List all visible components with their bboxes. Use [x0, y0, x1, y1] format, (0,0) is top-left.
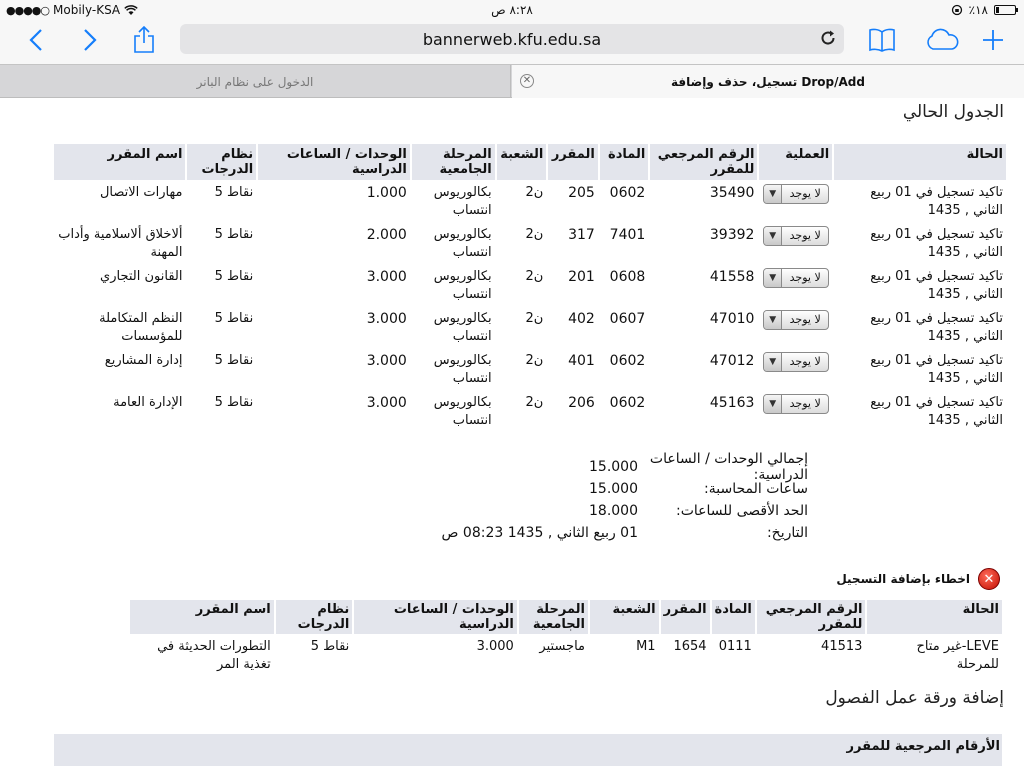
column-header: الرقم المرجعي للمقرر	[757, 600, 866, 634]
course-section-cell	[497, 182, 547, 222]
course-section-cell	[497, 266, 547, 306]
battery-level	[996, 7, 999, 13]
action-select-cell	[759, 266, 832, 306]
course-grading: نقاط 5	[214, 395, 254, 410]
column-header: اسم المقرر	[130, 600, 274, 634]
chevron-down-icon: ▼	[764, 269, 782, 287]
tab-banner-login[interactable]: الدخول على نظام البانر	[0, 65, 511, 98]
browser-toolbar	[0, 20, 1024, 64]
course-section-cell	[497, 308, 547, 348]
course-number-cell	[548, 350, 598, 390]
max-hours-value: 18.000	[589, 503, 638, 519]
course-number-cell	[548, 392, 598, 432]
course-title-cell	[54, 266, 185, 306]
chevron-right-icon	[83, 28, 97, 52]
column-header: الحالة	[834, 144, 1006, 180]
course-status-cell	[834, 224, 1006, 264]
course-level-cell	[412, 224, 495, 264]
course-grading-cell	[187, 182, 256, 222]
chevron-down-icon: ▼	[764, 353, 782, 371]
action-select-value: لا يوجد	[789, 229, 821, 242]
max-hours-label: الحد الأقصى للساعات:	[676, 503, 808, 519]
course-subject-cell	[600, 308, 649, 348]
reload-icon[interactable]	[818, 28, 838, 48]
course-status: تاكيد تسجيل في 01 ربيع الثاني , 1435	[870, 311, 1003, 344]
table-row	[54, 350, 1006, 390]
column-header: المادة	[712, 600, 755, 634]
course-section: ن2	[525, 269, 544, 284]
course-grading: نقاط 5	[214, 185, 254, 200]
course-subject-cell	[600, 350, 649, 390]
course-subject-cell	[600, 266, 649, 306]
course-subject: 7401	[609, 227, 646, 243]
course-section-cell	[497, 350, 547, 390]
course-status: تاكيد تسجيل في 01 ربيع الثاني , 1435	[870, 395, 1003, 428]
course-units-cell	[258, 392, 410, 432]
course-subject: 0602	[609, 353, 646, 369]
chevron-down-icon: ▼	[764, 395, 782, 413]
course-number: 402	[568, 311, 595, 327]
course-level-cell	[412, 308, 495, 348]
tab-drop-add[interactable]	[512, 65, 1024, 98]
error-grading: نقاط 5	[310, 639, 350, 654]
course-units: 3.000	[366, 311, 407, 327]
column-header: المادة	[600, 144, 649, 180]
action-select[interactable]	[763, 268, 829, 288]
date-value: 01 ربيع الثاني , 1435 08:23 ص	[441, 525, 638, 541]
course-title: النظم المتكاملة للمؤسسات	[99, 311, 183, 344]
course-grading: نقاط 5	[214, 353, 254, 368]
course-section-cell	[497, 392, 547, 432]
tab-strip	[0, 64, 1024, 98]
page-content	[0, 98, 1024, 768]
table-row	[54, 224, 1006, 264]
error-section: M1	[636, 639, 656, 654]
action-select-cell	[759, 350, 832, 390]
action-select-value: لا يوجد	[789, 397, 821, 410]
course-level: بكالوريوس انتساب	[433, 353, 492, 386]
course-units: 2.000	[366, 227, 407, 243]
table-row	[54, 308, 1006, 348]
course-status-cell	[834, 392, 1006, 432]
course-crn: 47012	[709, 353, 755, 369]
course-title-cell	[54, 224, 185, 264]
new-tab-button[interactable]	[975, 20, 1011, 60]
current-schedule-body	[54, 182, 1006, 432]
column-header: اسم المقرر	[54, 144, 185, 180]
course-level-cell	[412, 350, 495, 390]
column-header: الرقم المرجعي للمقرر	[650, 144, 757, 180]
action-select[interactable]	[763, 226, 829, 246]
course-number-cell	[548, 182, 598, 222]
course-units: 3.000	[366, 269, 407, 285]
table-header-row	[54, 144, 1006, 180]
table-row	[54, 266, 1006, 306]
status-bar	[0, 0, 1024, 20]
course-number: 205	[568, 185, 595, 201]
course-grading: نقاط 5	[214, 227, 254, 242]
course-number: 401	[568, 353, 595, 369]
course-units-cell	[258, 308, 410, 348]
column-header: الشعبة	[497, 144, 547, 180]
course-status-cell	[834, 182, 1006, 222]
course-number-cell	[548, 224, 598, 264]
billing-hours-value: 15.000	[589, 481, 638, 497]
current-schedule-table	[52, 142, 1008, 434]
course-level: بكالوريوس انتساب	[433, 269, 492, 302]
course-crn: 41558	[709, 269, 755, 285]
column-header: المقرر	[661, 600, 710, 634]
course-section: ن2	[525, 353, 544, 368]
billing-hours-label: ساعات المحاسبة:	[704, 481, 808, 497]
course-number-cell	[548, 266, 598, 306]
book-icon	[868, 28, 896, 52]
column-header: المرحلة الجامعية	[412, 144, 495, 180]
bookmarks-button[interactable]	[864, 20, 900, 60]
course-title: إدارة المشاريع	[104, 353, 183, 368]
column-header: الشعبة	[590, 600, 659, 634]
column-header: الوحدات / الساعات الدراسية	[354, 600, 517, 634]
url-text: bannerweb.kfu.edu.sa	[422, 30, 602, 49]
table-row	[54, 182, 1006, 222]
course-crn: 39392	[709, 227, 755, 243]
course-title-cell	[54, 308, 185, 348]
error-course-title: التطورات الحديثة في تغذية المر	[157, 639, 271, 672]
table-row	[54, 392, 1006, 432]
course-grading-cell	[187, 350, 256, 390]
total-units-value: 15.000	[589, 459, 638, 475]
table-row	[130, 636, 1002, 676]
course-level-cell	[412, 182, 495, 222]
chevron-down-icon: ▼	[764, 311, 782, 329]
icloud-tabs-button[interactable]	[920, 20, 964, 60]
action-select-cell	[759, 392, 832, 432]
course-level: بكالوريوس انتساب	[433, 185, 492, 218]
registration-errors-table	[128, 598, 1004, 678]
course-crn: 35490	[709, 185, 755, 201]
plus-icon	[981, 28, 1005, 52]
course-status: تاكيد تسجيل في 01 ربيع الثاني , 1435	[870, 269, 1003, 302]
address-bar[interactable]	[180, 24, 844, 54]
course-grading: نقاط 5	[214, 269, 254, 284]
course-crn-cell	[650, 308, 757, 348]
column-header: نظام الدرجات	[276, 600, 353, 634]
course-subject-cell	[600, 392, 649, 432]
course-section: ن2	[525, 185, 544, 200]
course-title-cell	[54, 350, 185, 390]
course-title-cell	[54, 182, 185, 222]
chevron-down-icon: ▼	[764, 185, 782, 203]
course-subject: 0602	[609, 185, 646, 201]
action-select-value: لا يوجد	[789, 313, 821, 326]
course-level-cell	[412, 266, 495, 306]
course-grading-cell	[187, 266, 256, 306]
close-tab-icon[interactable]: ✕	[520, 74, 534, 88]
course-title: الإدارة العامة	[113, 395, 183, 410]
action-select-cell	[759, 224, 832, 264]
course-level-cell	[412, 392, 495, 432]
total-units-label: إجمالي الوحدات / الساعات الدراسية:	[649, 451, 808, 483]
course-units-cell	[258, 182, 410, 222]
course-crn-cell	[650, 266, 757, 306]
course-units: 3.000	[366, 353, 407, 369]
course-grading: نقاط 5	[214, 311, 254, 326]
course-units: 3.000	[366, 395, 407, 411]
chevron-left-icon	[29, 28, 43, 52]
course-crn-cell	[650, 392, 757, 432]
course-section: ن2	[525, 311, 544, 326]
action-select-cell	[759, 308, 832, 348]
error-units: 3.000	[476, 639, 514, 654]
error-level: ماجستير	[539, 639, 585, 654]
date-label: التاريخ:	[766, 525, 808, 541]
action-select-cell	[759, 182, 832, 222]
column-header: المقرر	[548, 144, 598, 180]
column-header: الحالة	[867, 600, 1002, 634]
course-grading-cell	[187, 308, 256, 348]
carrier-name: Mobily-KSA	[53, 3, 121, 17]
course-crn: 47010	[709, 311, 755, 327]
course-number-cell	[548, 308, 598, 348]
action-select[interactable]	[763, 310, 829, 330]
course-status: تاكيد تسجيل في 01 ربيع الثاني , 1435	[870, 185, 1003, 218]
clock: ٨:٢٨ ص	[491, 3, 533, 17]
registration-errors-label: اخطاء بإضافة التسجيل	[836, 572, 970, 586]
error-course: 1654	[673, 639, 707, 654]
action-select-value: لا يوجد	[789, 271, 821, 284]
course-subject: 0608	[609, 269, 646, 285]
column-header: المرحلة الجامعية	[519, 600, 588, 634]
forward-button[interactable]	[72, 20, 108, 60]
course-number: 206	[568, 395, 595, 411]
course-status: تاكيد تسجيل في 01 ربيع الثاني , 1435	[870, 227, 1003, 260]
course-crn-cell	[650, 224, 757, 264]
course-level: بكالوريوس انتساب	[433, 395, 492, 428]
course-subject: 0607	[609, 311, 646, 327]
rotation-lock-icon	[951, 4, 963, 16]
column-header: العملية	[759, 144, 832, 180]
course-status-cell	[834, 308, 1006, 348]
course-section-cell	[497, 224, 547, 264]
add-worksheet-title: إضافة ورقة عمل الفصول	[825, 688, 1004, 708]
column-header: نظام الدرجات	[187, 144, 256, 180]
course-title: ألاخلاق ألاسلامية وأداب المهنة	[58, 227, 183, 260]
error-subject: 0111	[718, 639, 752, 654]
signal-strength-icon: ●●●●○	[6, 3, 49, 17]
course-subject: 0602	[609, 395, 646, 411]
crn-header: الأرقام المرجعية للمقرر	[54, 734, 1002, 766]
course-grading-cell	[187, 224, 256, 264]
course-units-cell	[258, 350, 410, 390]
course-subject-cell	[600, 182, 649, 222]
back-button[interactable]	[18, 20, 54, 60]
course-grading-cell	[187, 392, 256, 432]
action-select-value: لا يوجد	[789, 355, 821, 368]
action-select[interactable]	[763, 184, 829, 204]
course-title: القانون التجاري	[100, 269, 183, 284]
course-units: 1.000	[366, 185, 407, 201]
share-button[interactable]	[126, 20, 162, 60]
error-icon: ✕	[978, 568, 1000, 590]
course-section: ن2	[525, 227, 544, 242]
course-level: بكالوريوس انتساب	[433, 311, 492, 344]
course-units-cell	[258, 224, 410, 264]
column-header: الوحدات / الساعات الدراسية	[258, 144, 410, 180]
chevron-down-icon: ▼	[764, 227, 782, 245]
battery-percent: ٪١٨	[968, 3, 988, 17]
action-select-value: لا يوجد	[789, 187, 821, 200]
course-subject-cell	[600, 224, 649, 264]
course-status-cell	[834, 350, 1006, 390]
course-level: بكالوريوس انتساب	[433, 227, 492, 260]
registration-errors-title	[836, 568, 1000, 590]
action-select[interactable]	[763, 352, 829, 372]
course-number: 317	[568, 227, 595, 243]
share-icon	[133, 26, 155, 54]
course-crn-cell	[650, 350, 757, 390]
course-status: تاكيد تسجيل في 01 ربيع الثاني , 1435	[870, 353, 1003, 386]
course-number: 201	[568, 269, 595, 285]
cloud-icon	[924, 28, 960, 52]
course-units-cell	[258, 266, 410, 306]
battery-icon	[994, 5, 1016, 15]
table-header-row	[130, 600, 1002, 634]
totals-panel	[441, 451, 808, 544]
current-schedule-title: الجدول الحالي	[902, 102, 1004, 122]
error-crn: 41513	[821, 639, 863, 654]
course-crn-cell	[650, 182, 757, 222]
action-select[interactable]	[763, 394, 829, 414]
course-crn: 45163	[709, 395, 755, 411]
tab-drop-add-label: تسجيل، حذف وإضافة Drop/Add	[671, 74, 865, 89]
course-status-cell	[834, 266, 1006, 306]
course-section: ن2	[525, 395, 544, 410]
course-title: مهارات الاتصال	[99, 185, 183, 200]
error-status: LEVE-غير متاح للمرحلة	[916, 639, 999, 672]
course-title-cell	[54, 392, 185, 432]
